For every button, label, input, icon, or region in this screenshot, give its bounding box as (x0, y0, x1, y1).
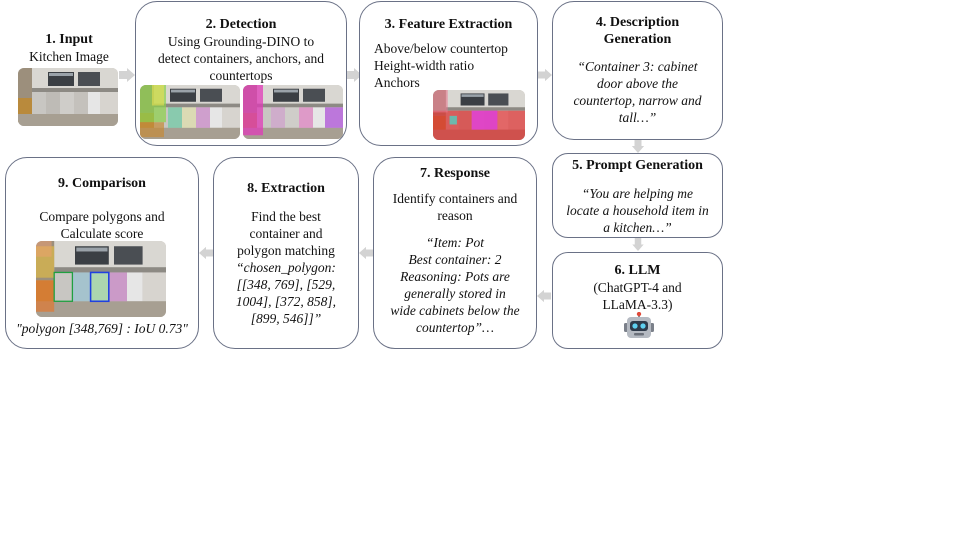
step-8-title: 8. Extraction (247, 181, 325, 196)
step-8-line-3: polygon matching (237, 243, 335, 258)
step-7-quote-6: countertop”… (415, 320, 494, 335)
step-6-line-2: LLaMA-3.3) (602, 297, 673, 312)
step-7-line-1: Identify containers and (392, 191, 518, 206)
arrow-8-9 (199, 246, 213, 260)
arrow-4-5 (631, 139, 645, 153)
step-7-quote-4: generally stored in (404, 286, 506, 301)
step-2-line-1: Using Grounding-DINO to (167, 34, 315, 49)
step-9-line-1: Compare polygons and (39, 209, 165, 224)
step-8-quote-1: “chosen_polygon: (236, 260, 336, 275)
step-2-line-2: detect containers, anchors, and (157, 51, 325, 66)
step-5-quote-1: “You are helping me (581, 186, 694, 201)
step-9-quote-1: "polygon [348,769] : IoU 0.73" (16, 321, 188, 336)
step-3-title: 3. Feature Extraction (384, 17, 513, 32)
step-9-title: 9. Comparison (58, 176, 146, 191)
step-4-description-generation (552, 1, 723, 140)
arrow-3-4 (538, 68, 552, 82)
step-4-title-2: Generation (603, 32, 672, 47)
arrow-1-2 (119, 68, 135, 82)
step-7-quote-3: Reasoning: Pots are (400, 269, 510, 284)
step-7-title: 7. Response (419, 166, 490, 181)
step-1-input (12, 31, 126, 65)
step-4-quote-4: tall…” (618, 110, 657, 125)
arrow-5-6 (631, 238, 645, 251)
step-1-line-1: Kitchen Image (29, 49, 109, 64)
step-8-extraction (213, 157, 359, 349)
step-4-quote-1: “Container 3: cabinet (577, 59, 698, 74)
step-5-quote-3: a kitchen…” (603, 220, 672, 235)
arrow-6-7 (537, 289, 551, 303)
step-8-line-1: Find the best (251, 209, 321, 224)
step-1-title: 1. Input (45, 32, 93, 47)
step-7-quote-1: “Item: Pot (425, 235, 485, 250)
robot-icon (624, 312, 654, 340)
step-7-line-2: reason (437, 208, 473, 223)
step-4-title: 4. Description (595, 15, 680, 30)
step-8-quote-3: 1004], [372, 858], (235, 294, 337, 309)
step-3-feature-image (433, 90, 525, 140)
step-3-line-1: Above/below countertop (374, 41, 508, 56)
step-8-quote-4: [899, 546]]” (250, 311, 322, 326)
arrow-7-8 (359, 246, 373, 260)
step-9-line-2: Calculate score (60, 226, 144, 241)
step-5-quote-2: locate a household item in (566, 203, 709, 218)
step-7-quote-2: Best container: 2 (408, 252, 502, 267)
step-2-detection-image-1 (140, 85, 240, 139)
step-8-line-2: container and (249, 226, 323, 241)
step-5-prompt-generation (552, 153, 723, 238)
step-1-kitchen-image (18, 68, 118, 126)
step-6-line-1: (ChatGPT-4 and (593, 280, 682, 295)
step-4-quote-3: countertop, narrow and (573, 93, 702, 108)
step-9-comparison-image (36, 241, 166, 317)
step-7-quote-5: wide cabinets below the (390, 303, 520, 318)
step-4-quote-2: door above the (597, 76, 678, 91)
step-2-line-3: countertops (209, 68, 273, 83)
step-2-title: 2. Detection (205, 17, 277, 32)
step-6-title: 6. LLM (614, 263, 661, 278)
step-7-response (373, 157, 537, 349)
step-8-quote-2: [[348, 769], [529, (236, 277, 336, 292)
step-2-detection-image-2 (243, 85, 343, 139)
step-3-line-2: Height-width ratio (374, 58, 475, 73)
step-5-title: 5. Prompt Generation (572, 158, 703, 173)
step-3-line-3: Anchors (374, 75, 420, 90)
